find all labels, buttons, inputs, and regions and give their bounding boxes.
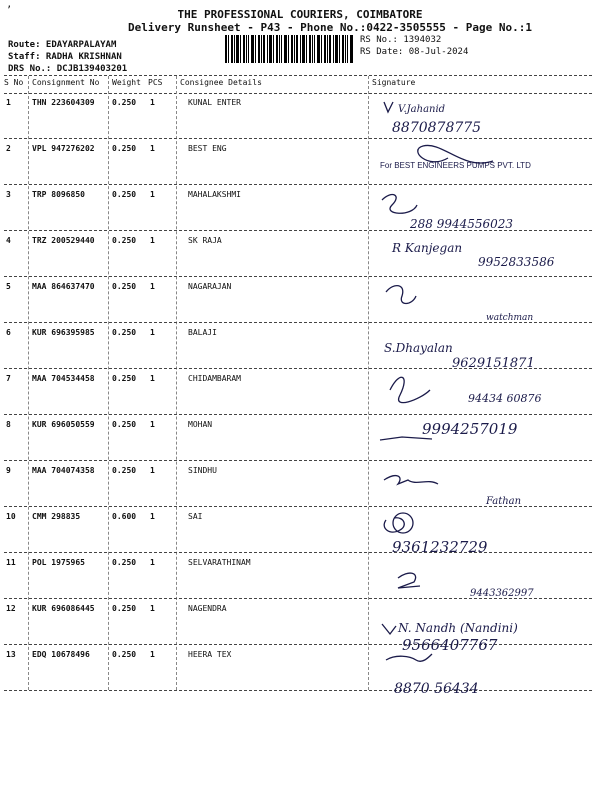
runsheet-title: Delivery Runsheet - P43 - Phone No.:0422-3505555 - Page No.:1 [128,21,532,34]
cell-pcs: 1 [150,466,155,475]
row-rule [4,644,592,645]
cell-weight: 0.250 [112,558,137,567]
table-row [0,326,600,372]
cell-sno: 5 [6,282,11,291]
handwritten-text: 9629151871 [452,356,535,371]
handwritten-text: Fathan [486,496,522,507]
drs-label: DRS No.: DCJB139403201 [8,64,128,74]
cell-weight: 0.250 [112,650,137,659]
cell-pcs: 1 [150,144,155,153]
cell-sno: 6 [6,328,11,337]
handwritten-text: 9443362997 [470,588,534,599]
cell-consignment: TRP 8096850 [32,190,85,199]
cell-consignment: MAA 704534458 [32,374,95,383]
cell-consignment: KUR 696395985 [32,328,95,337]
cell-weight: 0.250 [112,466,137,475]
cell-weight: 0.250 [112,98,137,107]
table-row [0,556,600,602]
handwritten-text: R Kanjegan [392,241,463,255]
table-row [0,602,600,648]
cell-sno: 4 [6,236,11,245]
table-row [0,142,600,188]
handwritten-text: 9952833586 [478,255,555,269]
cell-weight: 0.250 [112,236,137,245]
cell-sno: 11 [6,558,16,567]
cell-consignee: BEST ENG [188,144,227,153]
cell-pcs: 1 [150,558,155,567]
cell-weight: 0.250 [112,420,137,429]
cell-sno: 7 [6,374,11,383]
row-rule [4,184,592,185]
cell-consignee: HEERA TEX [188,650,232,659]
cell-consignee: MOHAN [188,420,213,429]
handwritten-text: V.Jahanid [398,104,446,115]
table-row [0,510,600,556]
cell-pcs: 1 [150,236,155,245]
table-row [0,418,600,464]
col-header-consignment: Consignment No [32,78,100,87]
handwritten-text: S.Dhayalan [384,341,453,355]
table-row [0,234,600,280]
row-rule [4,230,592,231]
col-header-weight: Weight [112,78,141,87]
cell-pcs: 1 [150,98,155,107]
table-row [0,372,600,418]
cell-weight: 0.250 [112,328,137,337]
cell-sno: 12 [6,604,16,613]
cell-consignment: THN 223604309 [32,98,95,107]
handwritten-text: 8870 56434 [394,681,479,697]
header-top-rule [4,75,592,76]
handwritten-text: 9994257019 [422,420,518,438]
cell-pcs: 1 [150,282,155,291]
cell-sno: 13 [6,650,16,659]
cell-consignee: SAI [188,512,203,521]
handwritten-text: 9361232729 [392,538,488,556]
cell-sno: 10 [6,512,16,521]
handwritten-text: 94434 60876 [468,392,542,405]
cell-consignee: KUNAL ENTER [188,98,241,107]
cell-weight: 0.250 [112,190,137,199]
row-rule [4,322,592,323]
cell-weight: 0.250 [112,144,137,153]
cell-consignee: SK RAJA [188,236,222,245]
cell-consignee: MAHALAKSHMI [188,190,241,199]
row-rule [4,506,592,507]
cell-sno: 1 [6,98,11,107]
handwritten-text: 8870878775 [392,120,482,136]
cell-consignment: KUR 696086445 [32,604,95,613]
row-rule [4,552,592,553]
col-header-consignee: Consignee Details [180,78,262,87]
route-label: Route: EDAYARPALAYAM [8,40,117,50]
handwritten-text: watchman [486,313,534,323]
handwritten-text: 288 9944556023 [410,217,514,231]
company-title: THE PROFESSIONAL COURIERS, COIMBATORE [177,8,423,21]
row-rule [4,368,592,369]
cell-consignee: CHIDAMBARAM [188,374,241,383]
cell-weight: 0.250 [112,374,137,383]
corner-mark: ’ [6,5,13,16]
cell-sno: 3 [6,190,11,199]
row-rule [4,690,592,691]
table-row [0,188,600,234]
cell-consignee: SINDHU [188,466,217,475]
rs-date: RS Date: 08-Jul-2024 [360,47,469,57]
cell-consignee: NAGARAJAN [188,282,232,291]
col-header-pcs: PCS [148,78,163,87]
cell-sno: 8 [6,420,11,429]
cell-pcs: 1 [150,374,155,383]
cell-weight: 0.250 [112,604,137,613]
cell-consignment: POL 1975965 [32,558,85,567]
row-rule [4,414,592,415]
cell-consignment: CMM 298835 [32,512,81,521]
cell-consignment: EDQ 10678496 [32,650,90,659]
table-row [0,648,600,694]
handwritten-text: For BEST ENGINEERS PUMPS PVT. LTD [380,161,531,170]
cell-sno: 2 [6,144,11,153]
table-row [0,464,600,510]
cell-pcs: 1 [150,420,155,429]
barcode [225,35,353,63]
cell-consignment: KUR 696050559 [32,420,95,429]
col-header-signature: Signature [372,78,416,87]
cell-consignment: MAA 704074358 [32,466,95,475]
cell-sno: 9 [6,466,11,475]
row-rule [4,598,592,599]
cell-weight: 0.250 [112,282,137,291]
cell-pcs: 1 [150,650,155,659]
rs-number: RS No.: 1394032 [360,35,442,45]
table-row [0,280,600,326]
cell-pcs: 1 [150,604,155,613]
cell-consignee: BALAJI [188,328,217,337]
staff-label: Staff: RADHA KRISHNAN [8,52,122,62]
handwritten-text: N. Nandh (Nandini) [398,621,518,635]
cell-consignment: MAA 864637470 [32,282,95,291]
cell-consignment: VPL 947276202 [32,144,95,153]
cell-consignee: NAGENDRA [188,604,227,613]
cell-weight: 0.600 [112,512,137,521]
col-header-sno: S No [4,78,24,87]
cell-pcs: 1 [150,328,155,337]
row-rule [4,460,592,461]
cell-consignee: SELVARATHINAM [188,558,251,567]
header-bottom-rule [4,93,592,94]
row-rule [4,138,592,139]
handwritten-text: 9566407767 [402,636,498,654]
cell-pcs: 1 [150,190,155,199]
cell-consignment: TRZ 200529440 [32,236,95,245]
table-row [0,96,600,142]
row-rule [4,276,592,277]
cell-pcs: 1 [150,512,155,521]
